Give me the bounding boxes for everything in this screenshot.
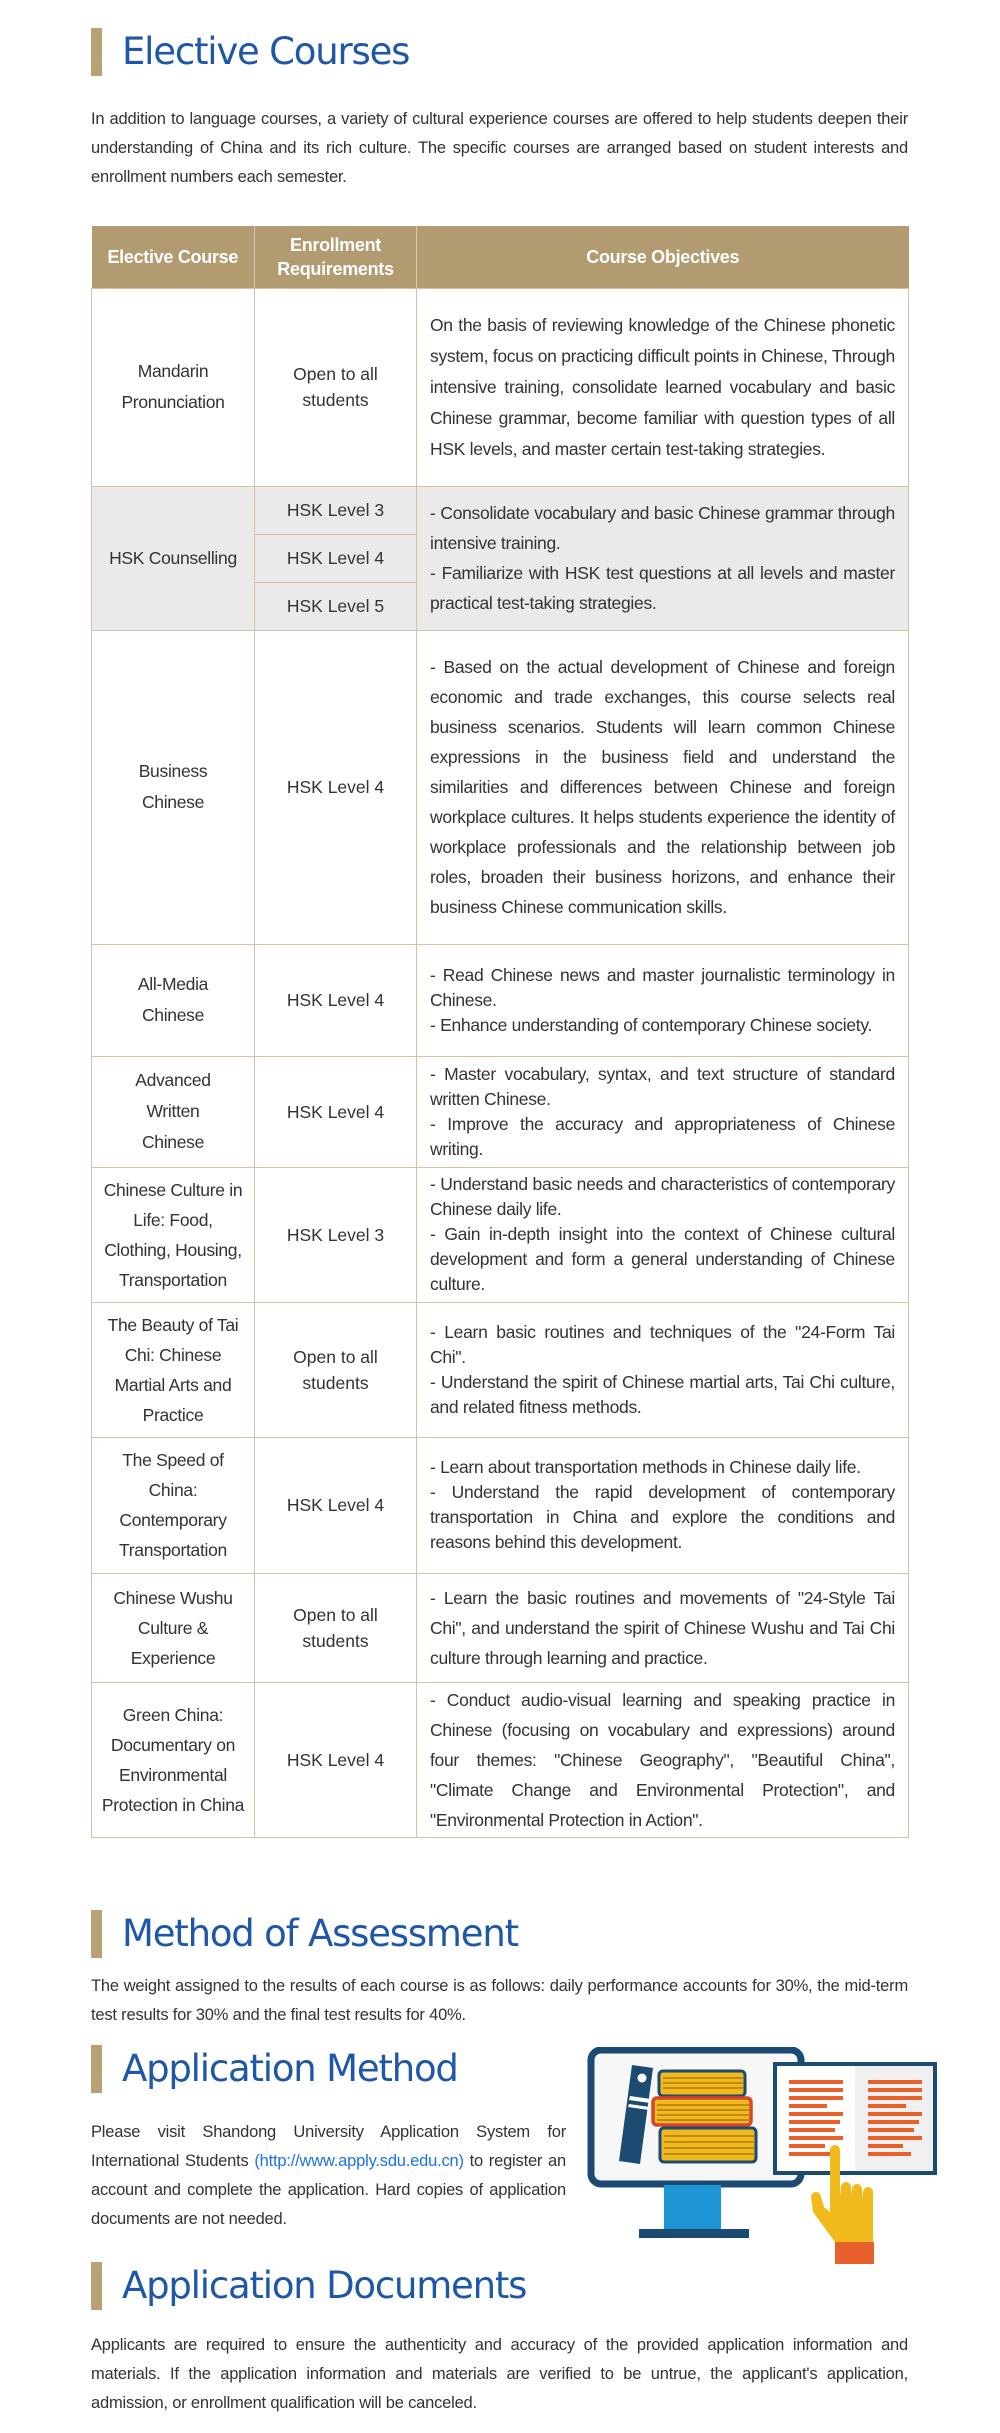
table-row [92,486,909,534]
objective-line: - Consolidate vocabulary and basic Chinese grammar through intensive training. [430,503,895,553]
course-requirement: HSK Level 3 [255,1167,417,1302]
application-method-paragraph [91,2118,566,2234]
course-name [92,1302,255,1437]
course-name-text: Chinese Culture in Life: Food, Clothing, Housing, Transportation [103,1179,243,1290]
course-name-text: Mandarin Pronunciation [121,361,225,412]
objective-line: - Understand the spirit of Chinese martial arts, Tai Chi culture, and related fitness methods. [430,1371,895,1417]
section-title-application-method [91,2045,458,2093]
section-title-text: Application Method [122,2047,458,2090]
course-name [92,1573,255,1682]
section-title-text: Method of Assessment [122,1912,518,1955]
section-title-text: Application Documents [122,2264,527,2307]
course-requirement: HSK Level 4 [255,1437,417,1573]
column-header-requirements: Enrollment Requirements [255,226,417,288]
course-name-text: Chinese Wushu Culture & Experience [113,1587,233,1668]
assessment-paragraph: The weight assigned to the results of each course is as follows: daily performance accounts for 30%, the mid-term test results for 30% and the final test results for 40%. [91,1977,908,2024]
accent-bar [91,28,102,76]
objective-line: - Gain in-depth insight into the context of Chinese cultural development and form a general understanding of Chinese culture. [430,1224,895,1294]
course-name [92,630,255,944]
elective-intro-paragraph: In addition to language courses, a variety of cultural experience courses are offered to help students deepen their understanding of China and its rich culture. The specific courses are arranged based on student interests and enrollment numbers each semester. [91,110,908,186]
table-row [92,1573,909,1682]
course-requirement: HSK Level 3 [255,486,417,534]
table-row [92,1682,909,1837]
application-documents-paragraph: Applicants are required to ensure the authenticity and accuracy of the provided application information and materials. If the application information and materials are verified to be untrue, the applicant's application, admission, or enrollment qualification will be canceled. [91,2336,908,2412]
course-objective [417,486,909,630]
course-objective [417,1437,909,1573]
table-row [92,288,909,486]
course-objective: - Based on the actual development of Chinese and foreign economic and trade exchanges, this course selects real business scenarios. Students will learn common Chinese expressions in the business field and understand the similarities and differences between Chinese and foreign workplace cultures. It helps students experience the identity of workplace professionals and the relationship between job roles, broaden their business horizons, and enhance their business Chinese communication skills. [417,630,909,944]
course-objective: On the basis of reviewing knowledge of the Chinese phonetic system, focus on practicing difficult points in Chinese, Through intensive training, consolidate learned vocabulary and basic Chinese grammar, become familiar with question types of all HSK levels, and master certain test-taking strategies. [417,288,909,486]
course-requirement: HSK Level 5 [255,582,417,630]
course-objective [417,1302,909,1437]
objective-line: - Master vocabulary, syntax, and text structure of standard written Chinese. [430,1063,895,1109]
table-row [92,1437,909,1573]
table-row [92,1302,909,1437]
course-name [92,1682,255,1837]
computer-books-document-hand-icon [585,2047,940,2272]
course-objective [417,1056,909,1167]
course-name [92,944,255,1056]
course-name-text: Green China: Documentary on Environmental Protection in China [101,1704,245,1815]
course-requirement [255,1302,417,1437]
accent-bar [91,2262,102,2310]
course-objective [417,944,909,1056]
application-method-text-after: to register an account and complete the application. Hard copies of application documents are not needed. [91,2152,567,2228]
section-title-elective-courses [91,28,409,76]
course-requirement: HSK Level 4 [255,630,417,944]
application-method-text-before: Please visit Shandong University Application System for International Students [91,2123,566,2170]
course-name-text: Advanced Written Chinese [135,1070,211,1152]
column-header-course: Elective Course [92,226,255,288]
course-name [92,1437,255,1573]
requirement-text: Open to all students [293,1346,378,1393]
accent-bar [91,1910,102,1958]
section-title-text: Elective Courses [122,30,410,73]
course-name [92,288,255,486]
course-requirement: HSK Level 4 [255,534,417,582]
objective-line: - Read Chinese news and master journalistic terminology in Chinese. [430,964,895,1010]
course-name [92,1056,255,1167]
elective-courses-table [91,226,909,1838]
table-row [92,1056,909,1167]
objective-line: - Familiarize with HSK test questions at all levels and master practical test-taking strategies. [430,563,895,613]
requirement-text: Open to all students [293,364,378,410]
objective-line: - Improve the accuracy and appropriateness of Chinese writing. [430,1113,895,1159]
course-name: HSK Counselling [92,486,255,630]
objective-line: - Understand basic needs and characteristics of contemporary Chinese daily life. [430,1174,895,1219]
course-name-text: The Beauty of Tai Chi: Chinese Martial Arts and Practice [107,1314,239,1425]
course-objective [417,1167,909,1302]
course-name-text: All-Media Chinese [137,974,209,1025]
course-requirement: HSK Level 4 [255,1682,417,1837]
course-name-text: Business Chinese [138,761,208,812]
course-objective: - Learn the basic routines and movements of "24-Style Tai Chi", and understand the spirit of Chinese Wushu and Tai Chi culture through learning and practice. [417,1573,909,1682]
table-header-row [92,226,909,288]
section-title-application-documents [91,2262,526,2310]
objective-line: - Enhance understanding of contemporary Chinese society. [430,1014,873,1035]
requirement-text: Open to all students [293,1604,378,1651]
course-name [92,1167,255,1302]
course-requirement [255,1573,417,1682]
table-row [92,1167,909,1302]
objective-line: - Learn about transportation methods in Chinese daily life. [430,1457,861,1477]
table-row [92,630,909,944]
course-requirement [255,288,417,486]
section-title-method-of-assessment [91,1910,518,1958]
objective-line: - Understand the rapid development of contemporary transportation in China and explore the conditions and reasons behind this development. [430,1482,895,1552]
application-system-link[interactable]: (http://www.apply.sdu.edu.cn) [254,2152,464,2170]
column-header-objectives: Course Objectives [417,226,909,288]
course-name-text: The Speed of China: Contemporary Transportation [119,1450,227,1560]
table-row [92,944,909,1056]
course-requirement: HSK Level 4 [255,944,417,1056]
accent-bar [91,2045,102,2093]
objective-line: - Learn basic routines and techniques of the "24-Form Tai Chi". [430,1321,895,1367]
course-requirement: HSK Level 4 [255,1056,417,1167]
course-objective: - Conduct audio-visual learning and speaking practice in Chinese (focusing on vocabulary and expressions) around four themes: "Chinese Geography", "Beautiful China", "Climate Change and Environmental Protection", and "Environmental Protection in Action". [417,1682,909,1837]
